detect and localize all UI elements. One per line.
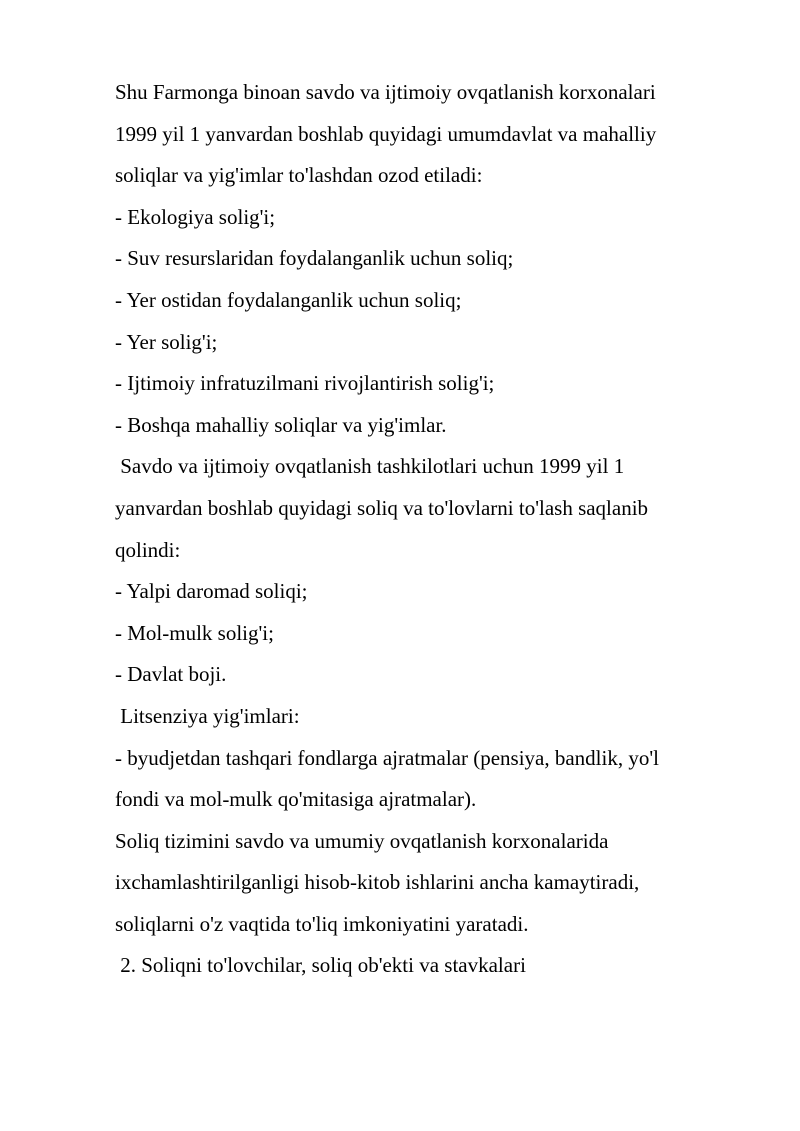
paragraph-line: soliqlarni o'z vaqtida to'liq imkoniyatini yaratadi. (115, 911, 529, 936)
paragraph-line: qolindi: (115, 537, 181, 562)
paragraph-line: soliqlar va yig'imlar to'lashdan ozod etiladi: (115, 163, 483, 188)
list-item: - Yer solig'i; (115, 329, 218, 354)
paragraph-line: ixchamlashtirilganligi hisob-kitob ishlarini ancha kamaytiradi, (115, 870, 640, 895)
list-item: - Ijtimoiy infratuzilmani rivojlantirish solig'i; (115, 371, 495, 396)
list-item: - Yer ostidan foydalanganlik uchun soliq; (115, 287, 462, 312)
list-item: - Davlat boji. (115, 662, 227, 687)
paragraph-line: yanvardan boshlab quyidagi soliq va to'lovlarni to'lash saqlanib (115, 495, 649, 520)
list-item: - Boshqa mahalliy soliqlar va yig'imlar. (115, 412, 447, 437)
paragraph-line: Shu Farmonga binoan savdo va ijtimoiy ovqatlanish korxonalari (115, 80, 656, 104)
paragraph-line: Litsenziya yig'imlari: (115, 703, 300, 728)
list-item: - byudjetdan tashqari fondlarga ajratmalar (pensiya, bandlik, yo'l (115, 745, 659, 770)
section-heading: 2. Soliqni to'lovchilar, soliq ob'ekti va stavkalari (115, 953, 526, 978)
list-item: - Suv resurslaridan foydalanganlik uchun soliq; (115, 246, 514, 271)
list-item: - Mol-mulk solig'i; (115, 620, 274, 645)
list-item: - Yalpi daromad soliqi; (115, 579, 308, 604)
paragraph-line: 1999 yil 1 yanvardan boshlab quyidagi umumdavlat va mahalliy (115, 121, 657, 146)
list-item: - Ekologiya solig'i; (115, 204, 276, 229)
paragraph-line: Soliq tizimini savdo va umumiy ovqatlanish korxonalarida (115, 828, 609, 853)
paragraph-line: Savdo va ijtimoiy ovqatlanish tashkilotlari uchun 1999 yil 1 (115, 454, 625, 479)
paragraph-line: fondi va mol-mulk qo'mitasiga ajratmalar). (115, 787, 477, 812)
document-body (115, 72, 755, 987)
